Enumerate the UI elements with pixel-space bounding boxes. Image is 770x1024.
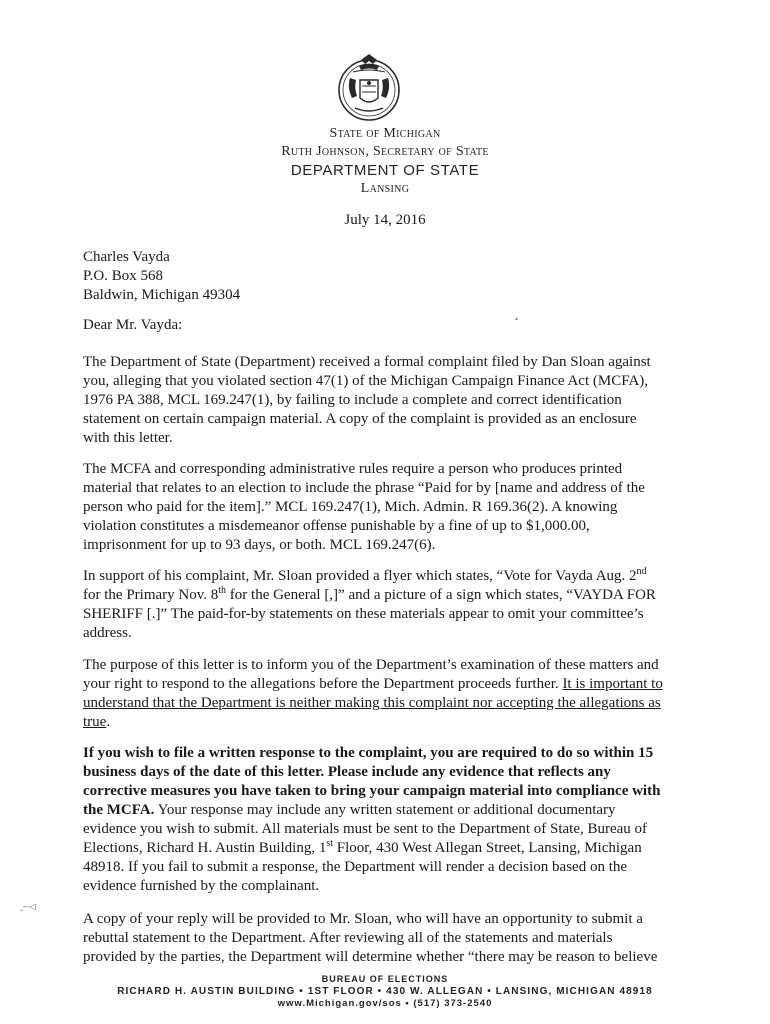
text-fragment: Floor, 430 West Allegan Street, Lansing, Michigan — [333, 840, 642, 856]
michigan-state-seal-icon — [333, 52, 405, 124]
ordinal-suffix: nd — [636, 566, 647, 577]
paragraph-reply-copy — [83, 910, 663, 967]
ordinal-suffix: th — [218, 585, 227, 596]
footer-bureau: BUREAU OF ELECTIONS — [321, 974, 449, 984]
paragraph-response-instructions — [83, 744, 663, 896]
text-line — [83, 801, 663, 820]
paragraph-purpose — [83, 656, 663, 732]
text-fragment: for the Primary Nov. 8 — [83, 587, 219, 603]
text-line: The purpose of this letter is to inform you of the Department’s examination of these matters and — [83, 657, 659, 673]
paragraph-complaint — [83, 353, 663, 448]
text-line: person who paid for the item].” MCL 169.247(1), Mich. Admin. R 169.36(2). A knowing — [83, 499, 618, 515]
text-line: The Department of State (Department) received a formal complaint filed by Dan Sloan against — [83, 354, 651, 370]
bold-text-line: corrective measures you have taken to bring your campaign material into compliance with — [83, 783, 661, 799]
text-fragment: Elections, Richard H. Austin Building, 1 — [83, 840, 327, 856]
recipient-po-box: P.O. Box 568 — [83, 268, 164, 284]
text-fragment: for the General [,]” and a picture of a sign which states, “VAYDA FOR — [226, 587, 656, 603]
text-line: material that relates to an election to include the phrase “Paid for by [name and address of the — [83, 480, 645, 496]
text-fragment: . — [106, 714, 111, 730]
paragraph-mcfa-rules — [83, 460, 663, 555]
salutation: Dear Mr. Vayda: — [83, 317, 183, 333]
recipient-name: Charles Vayda — [83, 249, 170, 265]
letterhead-official: Ruth Johnson, Secretary of State — [281, 144, 489, 159]
text-line: address. — [83, 625, 132, 641]
text-line — [83, 567, 663, 586]
text-line: violation constitutes a misdemeanor offense punishable by a fine of up to $1,000.00, — [83, 518, 590, 534]
footer-address: RICHARD H. AUSTIN BUILDING • 1ST FLOOR • 430 W. ALLEGAN • LANSING, MICHIGAN 48918 — [117, 986, 653, 997]
text-line: SHERIFF [.]” The paid-for-by statements on these materials appear to omit your committee’s — [83, 606, 644, 622]
text-line: 48918. If you fail to submit a response, the Department will render a decision based on the — [83, 859, 628, 875]
text-fragment: Your response may include any written statement or additional documentary — [154, 802, 616, 818]
letterhead — [0, 125, 770, 198]
ordinal-suffix: st — [326, 838, 333, 849]
scan-speck — [515, 318, 518, 320]
text-line: statement on certain campaign material. A copy of the complaint is provided as an enclosure — [83, 411, 637, 427]
footer-web: www.Michigan.gov/sos • (517) 373-2540 — [277, 998, 493, 1009]
text-line: evidence you wish to submit. All materials must be sent to the Department of State, Bureau of — [83, 821, 648, 837]
text-fragment: In support of his complaint, Mr. Sloan provided a flyer which states, “Vote for Vayda Aug. 2 — [83, 568, 637, 584]
text-line: 1976 PA 388, MCL 169.247(1), by failing to include a complete and correct identification — [83, 392, 622, 408]
text-line: rebuttal statement to the Department. After reviewing all of the statements and materials — [83, 930, 613, 946]
recipient-city: Baldwin, Michigan 49304 — [83, 287, 241, 303]
text-line: imprisonment for up to 93 days, or both. MCL 169.247(6). — [83, 537, 436, 553]
letter-date: July 14, 2016 — [344, 212, 426, 228]
text-line — [83, 839, 663, 858]
paragraph-support — [83, 567, 663, 643]
text-line: evidence furnished by the complainant. — [83, 878, 320, 894]
text-line: The MCFA and corresponding administrative rules require a person who produces printed — [83, 461, 623, 477]
text-line — [83, 675, 663, 694]
letterhead-city: Lansing — [360, 181, 410, 196]
text-line: you, alleging that you violated section 47(1) of the Michigan Campaign Finance Act (MCFA), — [83, 373, 649, 389]
text-line: provided by the parties, the Department will determine whether “there may be reason to believe — [83, 949, 658, 965]
text-line — [83, 586, 663, 605]
text-fragment: your right to respond to the allegations before the Department proceeds further. — [83, 676, 563, 692]
bold-text-line: business days of the date of this letter. Please include any evidence that reflects any — [83, 764, 611, 780]
letter-footer — [0, 973, 770, 1010]
bold-text-fragment: the MCFA. — [83, 802, 155, 818]
recipient-address — [83, 248, 240, 305]
bold-text-line: If you wish to file a written response to the complaint, you are required to do so within 15 — [83, 745, 654, 761]
underlined-text: understand that the Department is neither making this complaint nor accepting the allegations as — [83, 695, 661, 711]
underlined-text: true — [83, 714, 107, 730]
text-line: with this letter. — [83, 430, 173, 446]
underlined-text: It is important to — [562, 676, 663, 692]
letterhead-department: DEPARTMENT OF STATE — [290, 162, 480, 179]
margin-mark: ‸–‑◁ — [20, 902, 36, 911]
letterhead-state: State of Michigan — [329, 126, 441, 141]
text-line — [83, 713, 663, 732]
text-line: A copy of your reply will be provided to Mr. Sloan, who will have an opportunity to submit a — [83, 911, 643, 927]
